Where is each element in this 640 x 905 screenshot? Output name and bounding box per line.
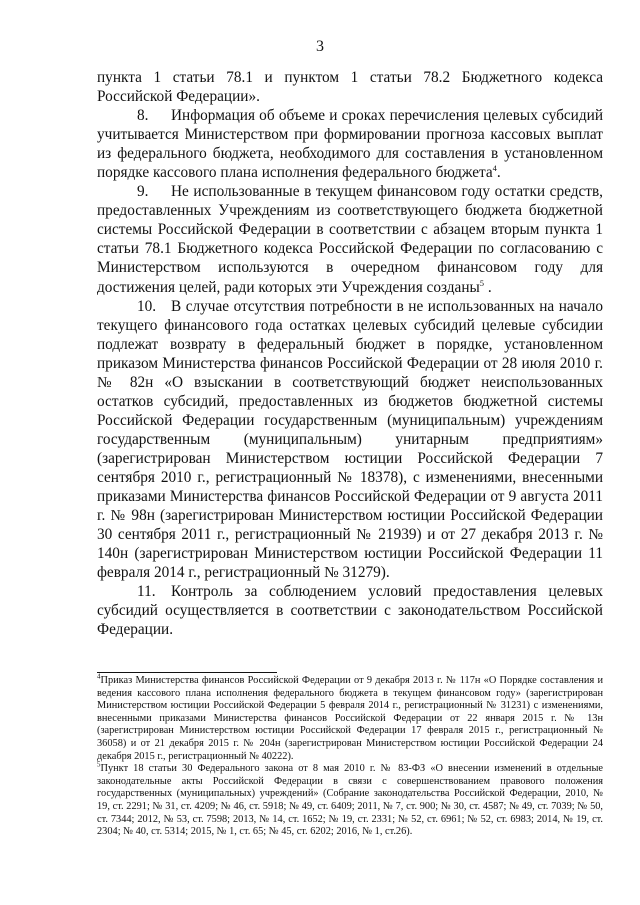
paragraph-end: . [487,278,492,296]
footnote-mark: 5 [97,760,101,769]
footnote-text: Приказ Министерства финансов Российской Федерации от 9 декабря 2013 г. № 117н «О Порядке составления и ведения кассового плана исполнения федерального бюджета в текущем финансовом году» (зарегистрирован Министерством юстиции Российской Федерации 5 февраля 2014 г., регистрационный № 31231) с изменениями, внесенными приказами Министерства финансов Российской Федерации от 22 января 2015 г. № 13н (зарегистрирован Министерством юстиции Российской Федерации 17 февраля 2015 г., регистрационный № 36058) и от 21 декабря 2015 г. № 204н (зарегистрирован Министерством юстиции Российской Федерации 24 декабря 2015 г., регистрационный № 40222). [97,675,603,762]
footnote-text: Пункт 18 статьи 30 Федерального закона от 8 мая 2010 г. № 83-ФЗ «О внесении изменений в отдельные законодательные акты Российской Федерации в связи с совершенствованием правового положения государственных (муниципальных) учреждений» (Собрание законодательства Российской Федерации, 2010, № 19, ст. 2291; № 31, ст. 4209; № 46, ст. 5918; № 49, ст. 6409; 2011, № 7, ст. 900; № 30, ст. 4587; № 49, ст. 7039; № 50, ст. 7344; 2012, № 53, ст. 7598; 2013, № 14, ст. 1652; № 19, ст. 2331; № 52, ст. 6961; № 52, ст. 6983; 2014, № 19, ст. 2304; № 40, ст. 5314; 2015, № 1, ст. 65; № 45, ст. 6202; 2016, № 1, ст.26). [97,763,603,838]
footnote-4 [97,672,603,763]
paragraph-text: Информация об объеме и сроках перечисления целевых субсидий учитывается Министерством при формировании прогноза кассовых выплат из федерального бюджета, необходимого для составления в установленном порядке кассового плана исполнения федерального бюджета [97,107,603,182]
paragraph-number: 10. [137,297,157,315]
footnote-5 [97,760,603,839]
body-text [97,68,603,639]
paragraph-text: В случае отсутствия потребности в не использованных на начало текущего финансового года остатках целевых субсидий целевые субсидии подлежат возврату в федеральный бюджет в порядке, установленном приказом Министерства финансов Российской Федерации от 28 июля 2010 г. № 82н «О взыскании в соответствующий бюджет неиспользованных остатков субсидий, предоставленных из бюджетов бюджетной системы Российской Федерации государственным (муниципальным) учреждениям государственным (муниципальным) унитарным предприятиям» (зарегистрирован Министерством юстиции Российской Федерации 7 сентября 2010 г., регистрационный № 18378), с изменениями, внесенными приказами Министерства финансов Российской Федерации от 9 августа 2011 г. № 98н (зарегистрирован Министерством юстиции Российской Федерации 30 сентября 2011 г., регистрационный № 21939) и от 27 декабря 2013 г. № 140н (зарегистрирован Министерством юстиции Российской Федерации 11 февраля 2014 г., регистрационный № 31279). [97,297,603,582]
paragraph-9 [97,182,603,296]
footnote-divider [97,672,277,673]
paragraph-number: 11. [137,583,156,601]
paragraph-7-continuation [97,68,603,106]
page-number: 3 [316,38,324,55]
paragraph-text: Контроль за соблюдением условий предоставления целевых субсидий осуществляется в соответствии с законодательством Российской Федерации. [97,583,603,639]
paragraph-11 [97,582,603,639]
footnote-mark: 4 [97,672,101,681]
footnotes [97,672,603,839]
paragraph-end: . [496,164,501,182]
footnote-ref-5[interactable]: 5 [479,277,485,288]
paragraph-text: Не использованные в текущем финансовом году остатки средств, предоставленных Учреждениям из соответствующего бюджета бюджетной системы Российской Федерации в соответствии с абзацем вторым пункта 1 статьи 78.1 Бюджетного кодекса Российской Федерации по согласованию с Министерством используются в очередном финансовом году для достижения целей, ради которых эти Учреждения созданы [97,183,603,296]
paragraph-text: пункта 1 статьи 78.1 и пунктом 1 статьи 78.2 Бюджетного кодекса Российской Федерации». [97,69,603,106]
paragraph-number: 9. [137,183,149,201]
paragraph-number: 8. [137,107,149,125]
paragraph-10 [97,297,603,583]
paragraph-8 [97,106,603,182]
footnote-ref-4[interactable]: 4 [492,163,497,174]
